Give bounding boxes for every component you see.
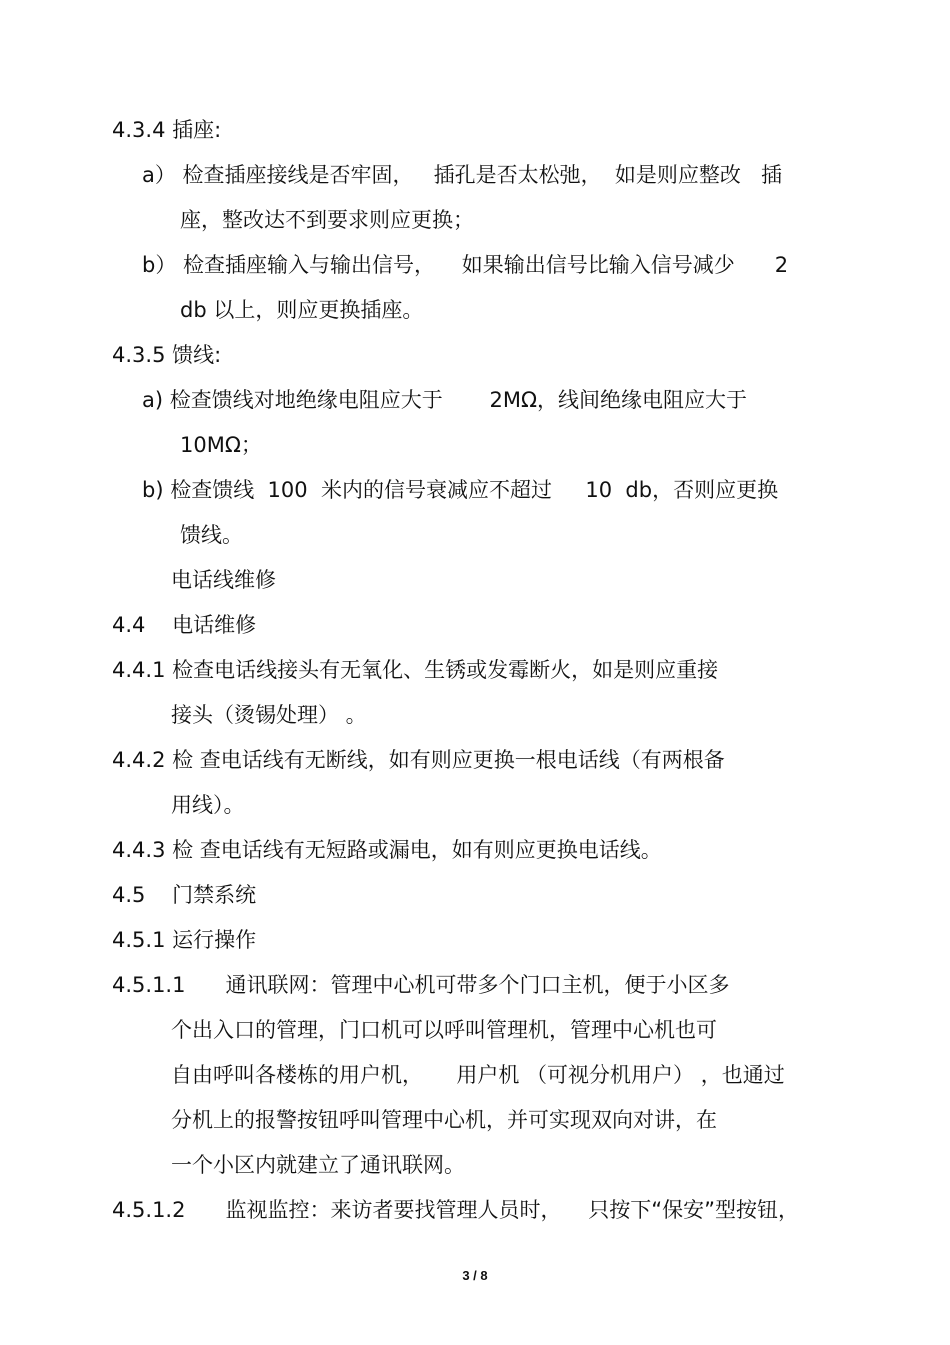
subheading-phone-line: 电话线维修: [171, 568, 276, 592]
list-item-a-line2: 座，整改达不到要求则应更换；: [180, 208, 474, 232]
feeder-item-b-line1: b) 检查馈线 100 米内的信号衰减应不超过 10 db，否则应更换: [142, 478, 779, 502]
heading-4-3-4: 4.3.4 插座:: [112, 118, 222, 142]
item-4-5-1-1-line3: 自由呼叫各楼栋的用户机， 用户机 （可视分机用户） ，也通过: [171, 1063, 785, 1087]
item-4-4-1-line1: 4.4.1 检查电话线接头有无氧化、生锈或发霉断火，如是则应重接: [112, 658, 719, 682]
item-4-5-1-1-line2: 个出入口的管理，门口机可以呼叫管理机，管理中心机也可: [171, 1018, 717, 1042]
list-item-b-line1: b） 检查插座输入与输出信号， 如果输出信号比输入信号减少 2: [142, 253, 789, 277]
heading-4-5: 4.5 门禁系统: [112, 883, 257, 907]
page-number: 3 / 8: [462, 1268, 488, 1283]
feeder-item-b-line2: 馈线。: [180, 523, 243, 547]
heading-4-4: 4.4 电话维修: [112, 613, 257, 637]
item-4-4-2-line1: 4.4.2 检 查电话线有无断线，如有则应更换一根电话线（有两根备: [112, 748, 725, 772]
item-4-5-1-1-line5: 一个小区内就建立了通讯联网。: [171, 1153, 465, 1177]
item-4-4-1-line2: 接头（烫锡处理） 。: [171, 703, 367, 727]
item-4-5-1-1-line4: 分机上的报警按钮呼叫管理中心机，并可实现双向对讲，在: [171, 1108, 717, 1132]
item-4-5-1-1-line1: 4.5.1.1 通讯联网：管理中心机可带多个门口主机，便于小区多: [112, 973, 730, 997]
list-item-a-line1: a） 检查插座接线是否牢固， 插孔是否太松弛， 如是则应整改 插: [142, 163, 782, 187]
item-4-4-3: 4.4.3 检 查电话线有无短路或漏电，如有则应更换电话线。: [112, 838, 662, 862]
feeder-item-a-line2: 10MΩ；: [180, 433, 262, 457]
heading-4-5-1: 4.5.1 运行操作: [112, 928, 257, 952]
item-4-5-1-2-line1: 4.5.1.2 监视监控：来访者要找管理人员时， 只按下“保安”型按钮，: [112, 1198, 799, 1222]
list-item-b-line2: db 以上，则应更换插座。: [180, 298, 424, 322]
item-4-4-2-line2: 用线）。: [171, 793, 245, 817]
feeder-item-a-line1: a) 检查馈线对地绝缘电阻应大于 2MΩ，线间绝缘电阻应大于: [142, 388, 747, 412]
heading-4-3-5: 4.3.5 馈线:: [112, 343, 222, 367]
